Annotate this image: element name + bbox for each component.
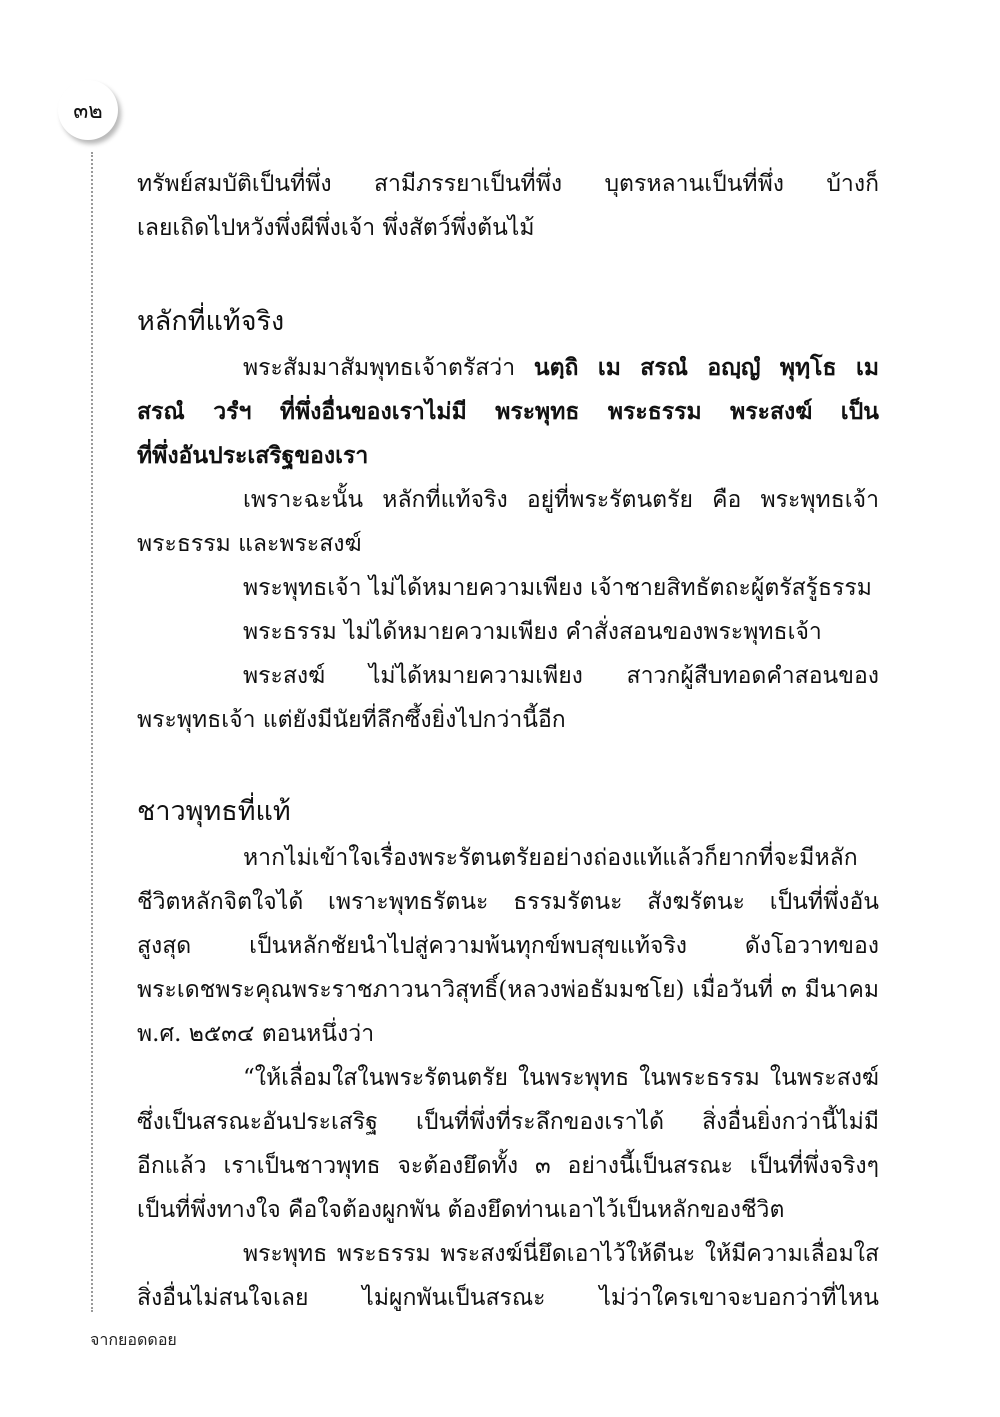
section1-paragraph-1-line-3: ที่พึ่งอันประเสริฐของเรา (137, 442, 369, 469)
section-heading-true-principle: หลักที่แท้จริง (137, 306, 285, 337)
section-heading-true-buddhist: ชาวพุทธที่แท้ (137, 796, 291, 827)
section1-paragraph-1-line-2: สรณํ วรํฯ ที่พึ่งอื่นของเราไม่มี พระพุทธ พระธรรม พระสงฆ์ เป็น (137, 398, 879, 425)
section2-paragraph-1-line-5: พ.ศ. ๒๕๓๔ ตอนหนึ่งว่า (137, 1021, 375, 1047)
page-body (137, 162, 879, 1320)
page-number-badge (58, 80, 118, 140)
quote-line-3: อีกแล้ว เราเป็นชาวพุทธ จะต้องยึดทั้ง ๓ อย่างนี้เป็นสรณะ เป็นที่พึ่งจริงๆ (137, 1153, 879, 1179)
section2-paragraph-1-line-2: ชีวิตหลักจิตใจได้ เพราะพุทธรัตนะ ธรรมรัตนะ สังฆรัตนะ เป็นที่พึ่งอัน (137, 889, 879, 915)
running-footer-book-title: จากยอดดอย (90, 1330, 177, 1349)
intro-line-1: ทรัพย์สมบัติเป็นที่พึ่ง สามีภรรยาเป็นที่พึ่ง บุตรหลานเป็นที่พึ่ง บ้างก็ (137, 171, 879, 197)
section2-paragraph-1-line-3: สูงสุด เป็นหลักชัยนำไปสู่ความพ้นทุกข์พบสุขแท้จริง ดังโอวาทของ (137, 933, 879, 959)
quote-line-1: “ให้เลื่อมใสในพระรัตนตรัย ในพระพุทธ ในพระธรรม ในพระสงฆ์ (243, 1065, 879, 1091)
section1-paragraph-5-line-1: พระสงฆ์ ไม่ได้หมายความเพียง สาวกผู้สืบทอดคำสอนของ (243, 663, 879, 689)
intro-line-2: เลยเถิดไปหวังพึ่งผีพึ่งเจ้า พึ่งสัตว์พึ่งต้นไม้ (137, 215, 535, 241)
section1-paragraph-5-line-2: พระพุทธเจ้า แต่ยังมีนัยที่ลึกซึ้งยิ่งไปกว่านี้อีก (137, 707, 566, 733)
section1-paragraph-1-line-1 (137, 346, 879, 390)
section2-paragraph-1-line-4: พระเดชพระคุณพระราชภาวนาวิสุทธิ์(หลวงพ่อธัมมชโย) เมื่อวันที่ ๓ มีนาคม (137, 977, 879, 1003)
section2-paragraph-3-line-1: พระพุทธ พระธรรม พระสงฆ์นี่ยึดเอาไว้ให้ดีนะ ให้มีความเลื่อมใส (243, 1241, 879, 1267)
section1-paragraph-4: พระธรรม ไม่ได้หมายความเพียง คำสั่งสอนของพระพุทธเจ้า (243, 619, 822, 645)
quote-line-2: ซึ่งเป็นสรณะอันประเสริฐ เป็นที่พึ่งที่ระลึกของเราได้ สิ่งอื่นยิ่งกว่านี้ไม่มี (137, 1109, 879, 1135)
section1-paragraph-3: พระพุทธเจ้า ไม่ได้หมายความเพียง เจ้าชายสิทธัตถะผู้ตรัสรู้ธรรม (243, 575, 872, 601)
margin-dotted-line (91, 152, 93, 1312)
section1-paragraph-2-line-2: พระธรรม และพระสงฆ์ (137, 531, 362, 557)
section1-p1-lead: พระสัมมาสัมพุทธเจ้าตรัสว่า (243, 355, 534, 381)
quote-line-4: เป็นที่พึ่งทางใจ คือใจต้องผูกพัน ต้องยึดท่านเอาไว้เป็นหลักของชีวิต (137, 1197, 785, 1223)
page-number: ๓๒ (73, 98, 103, 124)
section2-paragraph-3-line-2: สิ่งอื่นไม่สนใจเลย ไม่ผูกพันเป็นสรณะ ไม่ว่าใครเขาจะบอกว่าที่ไหน (137, 1285, 879, 1311)
section2-paragraph-1-line-1: หากไม่เข้าใจเรื่องพระรัตนตรัยอย่างถ่องแท้แล้วก็ยากที่จะมีหลัก (243, 845, 858, 871)
section1-p1-pali-quote: นตฺถิ เม สรณํ อญฺญํ พุทฺโธ เม (533, 354, 879, 381)
section1-paragraph-2-line-1: เพราะฉะนั้น หลักที่แท้จริง อยู่ที่พระรัตนตรัย คือ พระพุทธเจ้า (243, 487, 879, 513)
